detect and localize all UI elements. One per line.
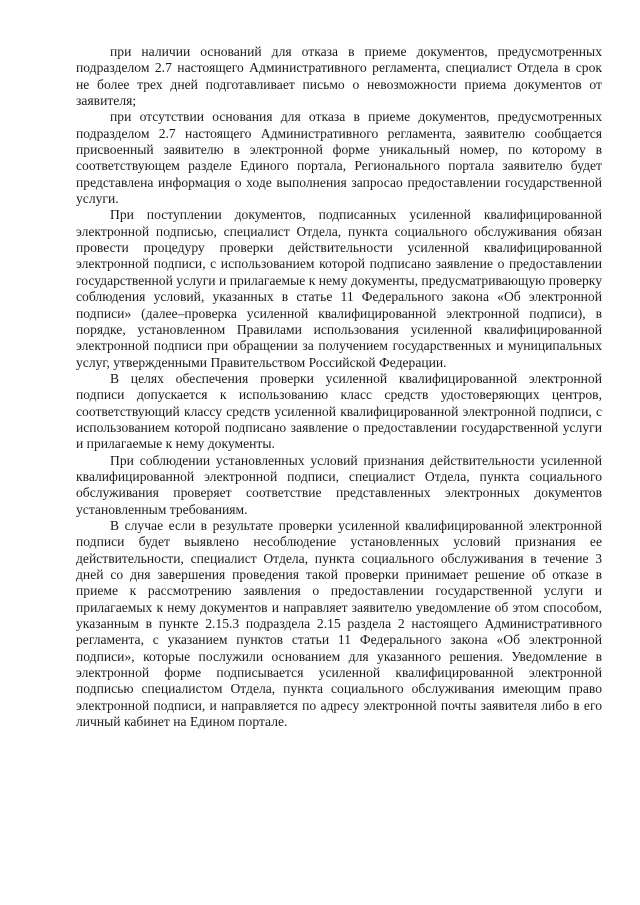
- paragraph-unique-number: при отсутствии основания для отказа в приеме документов, предусмотренных подразделом 2.7 настоящего Административного регламента, заявителю сообщается присвоенный заявителю в электронной форме уникальный номер, по которому в соответствующем разделе Единого портала, Регионального портала заявителю будет представлена информация о ходе выполнения запросао предоставлении государственной услуги.: [76, 109, 602, 207]
- paragraph-validity-compliance: При соблюдении установленных условий признания действительности усиленной квалифицированной электронной подписи, специалист Отдела, пункта социального обслуживания проверяет соответствие представленных электронных документов установленным требованиям.: [76, 452, 602, 517]
- paragraph-signature-check: При поступлении документов, подписанных усиленной квалифицированной электронной подписью, специалист Отдела, пункта социального обслуживания обязан провести процедуру проверки действительности усиленной квалифицированной электронной подписи, с использованием которой подписано заявление о предоставлении государственной услуги и прилагаемые к нему документы, предусматривающую проверку соблюдения условий, указанных в статье 11 Федерального закона «Об электронной подписи» (далее–проверка усиленной квалифицированной электронной подписи), в порядке, установленном Правилами использования усиленной квалифицированной электронной подписи при обращении за получением государственных и муниципальных услуг, утвержденными Правительством Российской Федерации.: [76, 207, 602, 370]
- paragraph-refusal-notice: В случае если в результате проверки усиленной квалифицированной электронной подписи будет выявлено несоблюдение установленных условий признания ее действительности, специалист Отдела, пункта социального обслуживания в течение 3 дней со дня завершения проведения такой проверки принимает решение об отказе в приеме к рассмотрению заявления о предоставлении государственной услуги и прилагаемых к нему документов и направляет заявителю уведомление об этом способом, указанным в пункте 2.15.3 подраздела 2.15 раздела 2 настоящего Административного регламента, с указанием пунктов статьи 11 Федерального закона «Об электронной подписи», которые послужили основанием для указанного решения. Уведомление в электронной форме подписывается усиленной квалифицированной электронной подписью специалистом Отдела, пункта социального обслуживания имеющим право электронной подписи, и направляется по адресу электронной почты заявителя либо в его личный кабинет на Едином портале.: [76, 517, 602, 730]
- paragraph-refusal-letter: при наличии оснований для отказа в приеме документов, предусмотренных подразделом 2.7 настоящего Административного регламента, специалист Отдела в срок не более трех дней подготавливает письмо о невозможности приема документов от заявителя;: [76, 44, 602, 109]
- paragraph-certification-class: В целях обеспечения проверки усиленной квалифицированной электронной подписи допускается к использованию класс средств удостоверяющих центров, соответствующий классу средств усиленной квалифицированной электронной подписи, с использованием которой подписано заявление о предоставлении государственной услуги и прилагаемые к нему документы.: [76, 370, 602, 452]
- document-page: [76, 44, 602, 730]
